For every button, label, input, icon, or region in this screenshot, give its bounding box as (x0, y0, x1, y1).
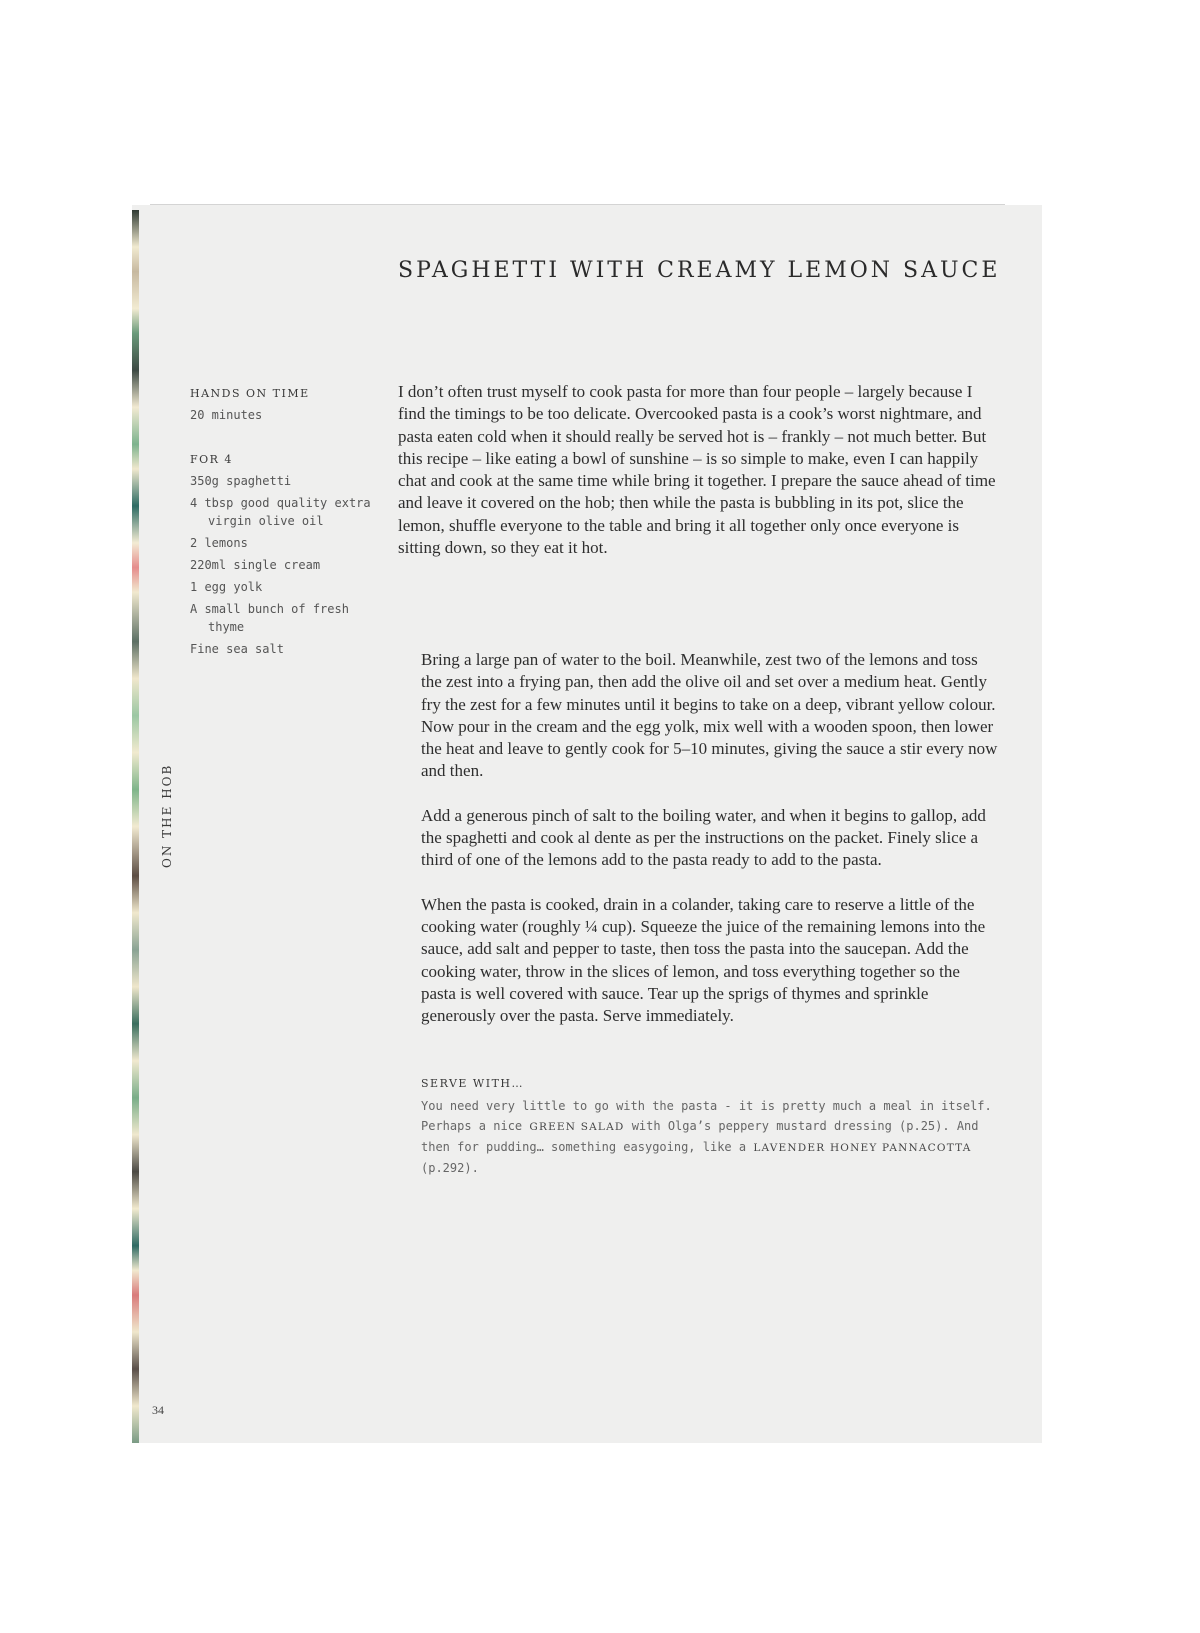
marbled-page-edge (132, 210, 139, 1443)
ingredient-list (190, 472, 380, 658)
method-step: When the pasta is cooked, drain in a colander, taking care to reserve a little of the cooking water (roughly ¼ cup). Squeeze the juice of the remaining lemons into the sauce, add salt and pepper to taste, then toss the pasta into the saucepan. Add the cooking water, throw in the slices of lemon, and toss everything together so the pasta is well covered with sauce. Tear up the sprigs of thymes and sprinkle generously over the pasta. Serve immediately. (421, 894, 986, 1026)
ingredient-item: A small bunch of fresh thyme (190, 602, 349, 634)
page-top-rule (150, 204, 1005, 205)
hands-on-time-label: HANDS ON TIME (190, 387, 310, 400)
method-step: Add a generous pinch of salt to the boiling water, and when it begins to gallop, add the spaghetti and cook al dente as per the instructions on the packet. Finely slice a third of one of the lemons add to the pasta ready to add to the pasta. (421, 805, 986, 870)
serve-with-text-part: with Olga’s peppery mustard dressing (p.25). And then for pudding… something easygoing, like a (421, 1119, 979, 1154)
ingredient-item: Fine sea salt (190, 642, 284, 656)
ingredient-item: 4 tbsp good quality extra virgin olive oil (190, 496, 371, 528)
serve-with-label: SERVE WITH… (421, 1077, 525, 1090)
section-tab-label: ON THE HOB (160, 763, 174, 868)
serves-label: FOR 4 (190, 453, 233, 466)
method-step: Bring a large pan of water to the boil. Meanwhile, zest two of the lemons and toss the zest into a frying pan, then add the olive oil and set over a medium heat. Gently fry the zest for a few minutes until it begins to take on a deep, vibrant yellow colour. Now pour in the cream and the egg yolk, mix well with a wooden spoon, then lower the heat and leave to gently cook for 5–10 minutes, giving the sauce a stir every now and then. (421, 650, 998, 781)
serve-with-text (421, 1096, 1001, 1178)
ingredient-item: 220ml single cream (190, 558, 321, 572)
green-salad-link[interactable]: GREEN SALAD (529, 1121, 625, 1133)
recipe-method (421, 649, 999, 1049)
hands-on-time-value: 20 minutes (190, 408, 263, 422)
recipe-intro: I don’t often trust myself to cook pasta for more than four people – largely because I find the timings to be too delicate. Overcooked pasta is a cook’s worst nightmare, and pasta eaten cold when it should really be served hot is – frankly – not much better. But this recipe – like eating a bowl of sunshine – is so simple to make, even I can happily chat and cook at the same time while bring it together. I prepare the sauce ahead of time and leave it covered on the hob; then while the pasta is bubbling in its pot, slice the lemon, shuffle everyone to the table and bring it all together only once everyone is sitting down, so they eat it hot. (398, 382, 996, 558)
page-number: 34 (152, 1403, 164, 1417)
serve-with-text-part: (p.292). (421, 1161, 479, 1175)
recipe-sidebar (190, 386, 380, 662)
ingredient-item: 2 lemons (190, 536, 248, 550)
serve-with-box (421, 1076, 1001, 1178)
pannacotta-link[interactable]: LAVENDER HONEY PANNACOTTA (753, 1142, 972, 1154)
ingredient-item: 1 egg yolk (190, 580, 263, 594)
recipe-title: SPAGHETTI WITH CREAMY LEMON SAUCE (398, 258, 1001, 283)
serve-with-text-part: You need very little to go with the pasta - it is pretty much a meal in itself. Perhaps a nice (421, 1099, 992, 1133)
ingredient-item: 350g spaghetti (190, 474, 292, 488)
